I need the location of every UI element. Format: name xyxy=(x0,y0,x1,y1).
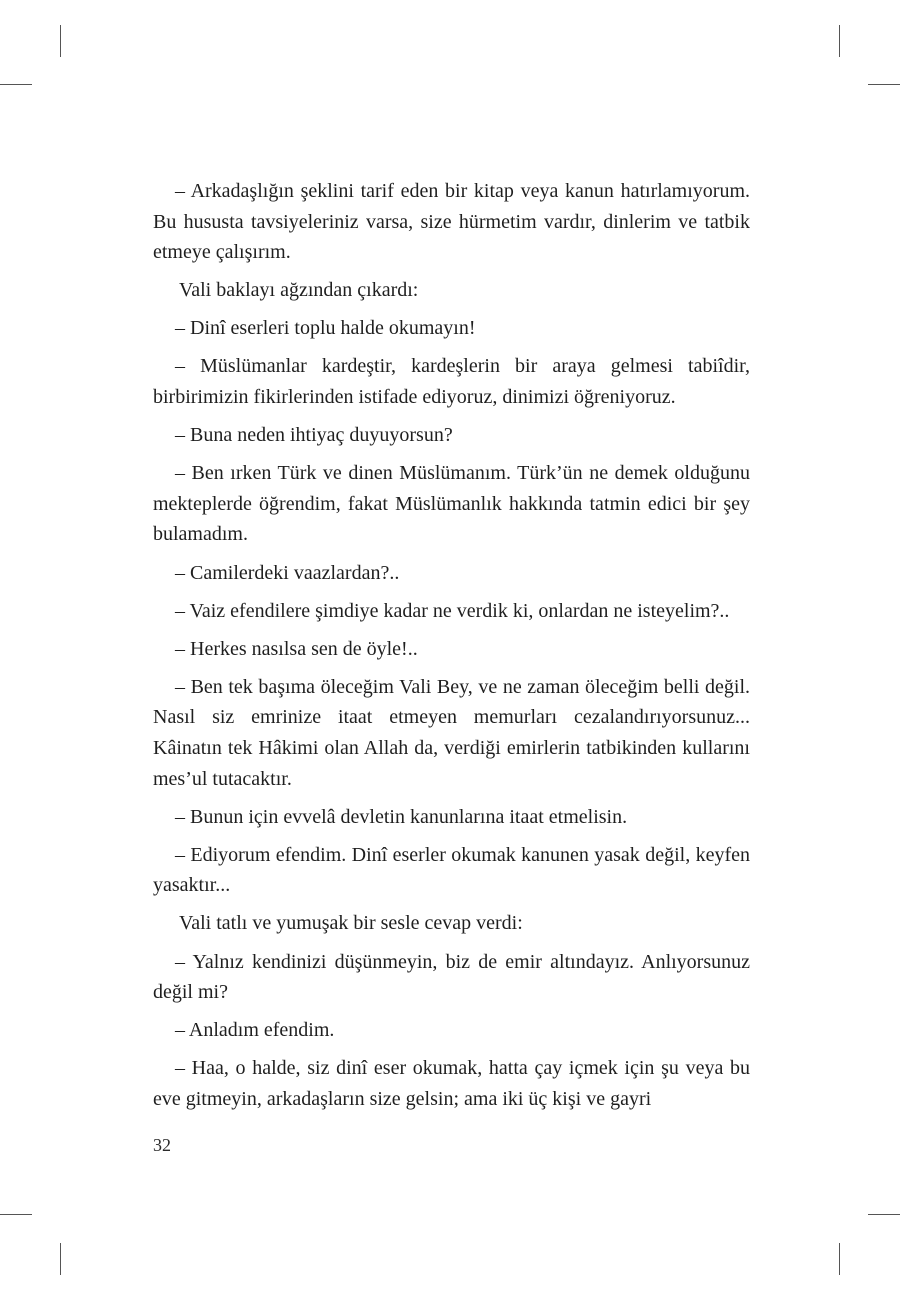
paragraph-dialog: – Bunun için evvelâ devletin kanunlarına itaat etmelisin. xyxy=(175,805,628,828)
paragraph-dialog: – Yalnız kendinizi düşünmeyin, biz de emir altındayız. Anlıyorsunuz değil mi? xyxy=(153,950,750,1004)
paragraph-dialog: – Herkes nasılsa sen de öyle!.. xyxy=(175,637,418,660)
paragraph-dialog: – Buna neden ihtiyaç duyuyorsun? xyxy=(175,424,453,447)
paragraph-dialog: – Haa, o halde, siz dinî eser okumak, hatta çay içmek için şu veya bu eve gitmeyin, arkadaşların size gelsin; ama iki üç kişi ve gayri xyxy=(153,1057,750,1110)
crop-mark-top-right-horizontal xyxy=(868,84,900,85)
paragraph-narration: Vali tatlı ve yumuşak bir sesle cevap verdi: xyxy=(179,912,523,935)
paragraph-dialog: – Ben tek başıma öleceğim Vali Bey, ve ne zaman öleceğim belli değil. Nasıl siz emrinize itaat etmeyen memurları cezalandırıyorsunuz... Kâinatın tek Hâkimi olan Allah da, verdiği emirlerin tatbikinden kullarını mes’ul tutacaktır. xyxy=(153,675,750,790)
paragraph-dialog: – Camilerdeki vaazlardan?.. xyxy=(175,561,400,584)
paragraph-dialog: – Dinî eserleri toplu halde okumayın! xyxy=(175,317,476,340)
paragraph-dialog: – Ben ırken Türk ve dinen Müslümanım. Türk’ün ne demek olduğunu mekteplerde öğrendim, fakat Müslümanlık hakkında tatmin edici bir şey bulamadım. xyxy=(153,462,750,546)
paragraph-narration: Vali baklayı ağzından çıkardı: xyxy=(179,279,419,302)
paragraph-dialog: – Ediyorum efendim. Dinî eserler okumak kanunen yasak değil, keyfen yasaktır... xyxy=(153,843,750,897)
crop-mark-bottom-right-vertical xyxy=(839,1243,840,1275)
paragraph-dialog: – Vaiz efendilere şimdiye kadar ne verdik ki, onlardan ne isteyelim?.. xyxy=(175,599,730,622)
crop-mark-top-left-vertical xyxy=(60,25,61,57)
crop-mark-bottom-right-horizontal xyxy=(868,1214,900,1215)
paragraph-dialog: – Anladım efendim. xyxy=(175,1019,335,1042)
crop-mark-top-left-horizontal xyxy=(0,84,32,85)
crop-mark-top-right-vertical xyxy=(839,25,840,57)
page-number: 32 xyxy=(153,1135,171,1155)
crop-mark-bottom-left-vertical xyxy=(60,1243,61,1275)
crop-mark-bottom-left-horizontal xyxy=(0,1214,32,1215)
body-text xyxy=(153,176,750,1122)
paragraph-dialog: – Arkadaşlığın şeklini tarif eden bir kitap veya kanun hatırlamıyorum. Bu hususta tavsiyeleriniz varsa, size hürmetim vardır, dinlerim ve tatbik etmeye çalışırım. xyxy=(153,180,750,264)
paragraph-dialog: – Müslümanlar kardeştir, kardeşlerin bir araya gelmesi tabiîdir, birbirimizin fikirlerinden istifade ediyoruz, dinimizi öğreniyoruz. xyxy=(153,355,750,409)
